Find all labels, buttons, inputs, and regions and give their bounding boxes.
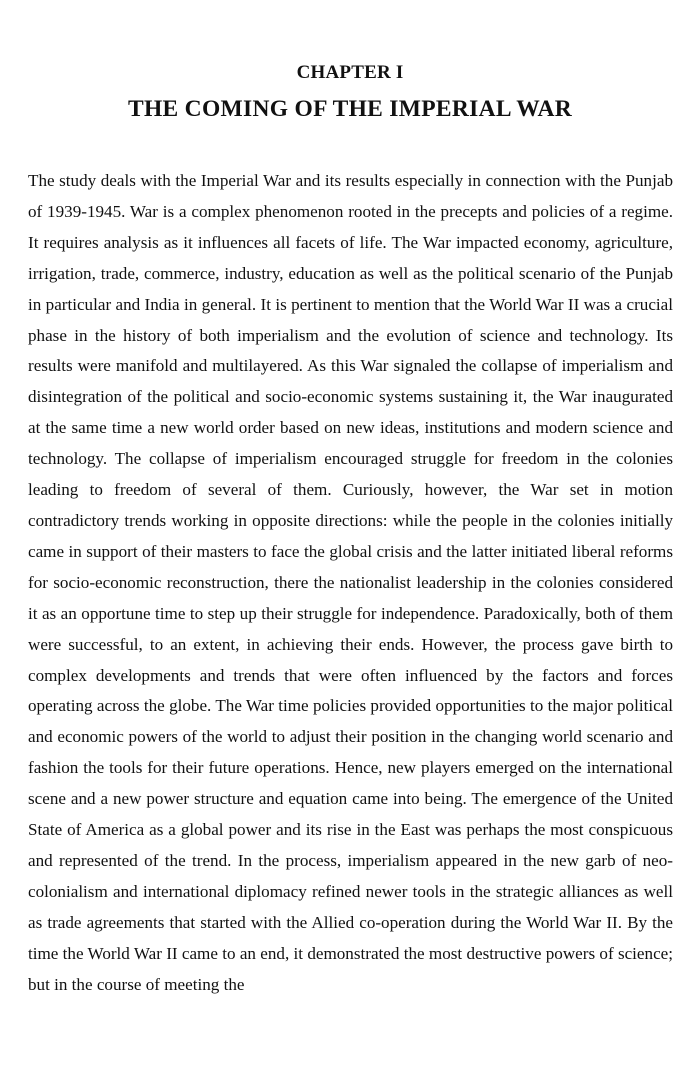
body-paragraph: The study deals with the Imperial War and its results especially in connection with the Punjab of 1939-1945. War is a complex phenomenon rooted in the precepts and policies of a regime. It requires analysis as it influences all facets of life. The War impacted economy, agriculture, irrigation, trade, commerce, industry, education as well as the political scenario of the Punjab in particular and India in general. It is pertinent to mention that the World War II was a crucial phase in the history of both imperialism and the evolution of science and technology. Its results were manifold and multilayered. As this War signaled the collapse of imperialism and disintegration of the political and socio-economic systems sustaining it, the War inaugurated at the same time a new world order based on new ideas, institutions and modern science and technology. The collapse of imperialism encouraged struggle for freedom in the colonies leading to freedom of several of them. Curiously, however, the War set in motion contradictory trends working in opposite directions: while the people in the colonies initially came in support of their masters to face the global crisis and the latter initiated liberal reforms for socio-economic reconstruction, there the nationalist leadership in the colonies considered it as an opportune time to step up their struggle for independence. Paradoxically, both of them were successful, to an extent, in achieving their ends. However, the process gave birth to complex developments and trends that were often influenced by the factors and forces operating across the globe. The War time policies provided opportunities to the major political and economic powers of the world to adjust their position in the changing world scenario and fashion the tools for their future operations. Hence, new players emerged on the international scene and a new power structure and equation came into being. The emergence of the United State of America as a global power and its rise in the East was perhaps the most conspicuous and represented of the trend. In the process, imperialism appeared in the new garb of neo-colonialism and international diplomacy refined newer tools in the strategic alliances as well as trade agreements that started with the Allied co-operation during the World War II. By the time the World War II came to an end, it demonstrated the most destructive powers of science; but in the course of meeting the (28, 171, 673, 994)
chapter-label: CHAPTER I (296, 62, 404, 83)
chapter-title: THE COMING OF THE IMPERIAL WAR (127, 96, 573, 122)
